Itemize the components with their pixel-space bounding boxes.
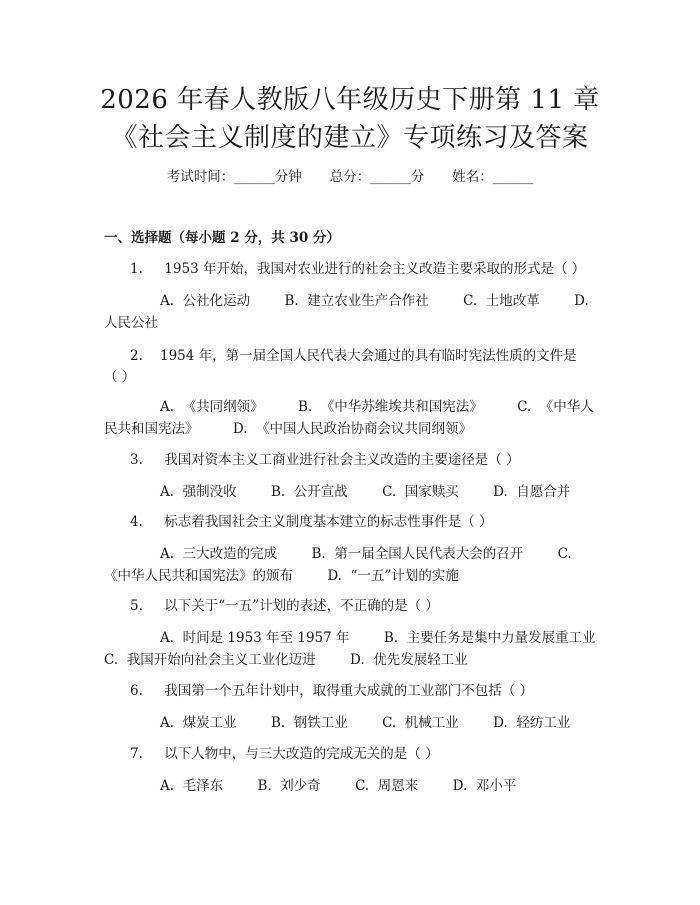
question-5-options <box>104 627 604 671</box>
question-6 <box>104 681 604 702</box>
question-number: 2. <box>130 348 143 364</box>
question-text-cont: （ ） <box>104 369 136 385</box>
options-line-cont: 民共和国宪法》 D. 《中国人民政治协商会议共同纲领》 <box>104 421 473 437</box>
question-text: 我国第一个五年计划中，取得重大成就的工业部门不包括（ ） <box>164 683 534 699</box>
question-3-options <box>104 481 604 503</box>
question-number: 5. <box>130 598 143 614</box>
options-line: A. 三大改造的完成 B. 第一届全国人民代表大会的召开 C. <box>160 546 572 562</box>
question-text: 以下关于“一五”计划的表述，不正确的是（ ） <box>164 598 439 614</box>
question-3 <box>104 450 604 471</box>
question-6-options <box>104 712 604 734</box>
exam-meta <box>0 168 700 186</box>
question-4 <box>104 512 604 533</box>
question-number: 7. <box>130 746 143 762</box>
title-line-2: 《社会主义制度的建立》专项练习及答案 <box>111 123 589 153</box>
options-line: A. 《共同纲领》 B. 《中华苏维埃共和国宪法》 C. 《中华人 <box>160 399 594 415</box>
question-1 <box>104 259 604 280</box>
question-text: 1953 年开始，我国对农业进行的社会主义改造主要采取的形式是（ ） <box>164 261 586 277</box>
student-name-field: 姓名：______ <box>452 169 534 185</box>
options-line-cont: 人民公社 <box>104 315 158 331</box>
question-4-options <box>104 543 604 587</box>
options-line: A. 毛泽东 B. 刘少奇 C. 周恩来 D. 邓小平 <box>160 778 517 794</box>
options-line: A. 公社化运动 B. 建立农业生产合作社 C. 土地改革 D. <box>160 293 589 309</box>
total-score-field: 总分：______分 <box>329 169 425 185</box>
question-text: 以下人物中，与三大改造的完成无关的是（ ） <box>164 746 439 762</box>
question-number: 6. <box>130 683 143 699</box>
question-1-options <box>104 290 604 334</box>
question-7-options <box>104 775 604 797</box>
question-2 <box>104 346 604 388</box>
question-2-options <box>104 396 604 440</box>
options-line: A. 煤炭工业 B. 钢铁工业 C. 机械工业 D. 轻纺工业 <box>160 715 571 731</box>
question-text: 标志着我国社会主义制度基本建立的标志性事件是（ ） <box>164 514 493 530</box>
question-number: 1. <box>130 261 143 277</box>
question-text: 我国对资本主义工商业进行社会主义改造的主要途径是（ ） <box>164 452 520 468</box>
options-line-cont: 《中华人民共和国宪法》的颁布 D. “一五”计划的实施 <box>104 568 459 584</box>
options-line-cont: C. 我国开始向社会主义工业化迈进 D. 优先发展轻工业 <box>104 652 468 668</box>
exam-time-field: 考试时间：______分钟 <box>166 169 302 185</box>
section-title: 一、选择题（每小题 2 分，共 30 分） <box>104 230 340 246</box>
question-5 <box>104 596 604 617</box>
question-7 <box>104 744 604 765</box>
question-text: 1954 年，第一届全国人民代表大会通过的具有临时宪法性质的文件是 <box>160 348 577 364</box>
title-line-1: 2026 年春人教版八年级历史下册第 11 章 <box>100 85 600 115</box>
options-line: A. 时间是 1953 年至 1957 年 B. 主要任务是集中力量发展重工业 <box>160 630 596 646</box>
question-number: 3. <box>130 452 143 468</box>
question-number: 4. <box>130 514 143 530</box>
options-line: A. 强制没收 B. 公开宣战 C. 国家赎买 D. 自愿合并 <box>160 484 571 500</box>
